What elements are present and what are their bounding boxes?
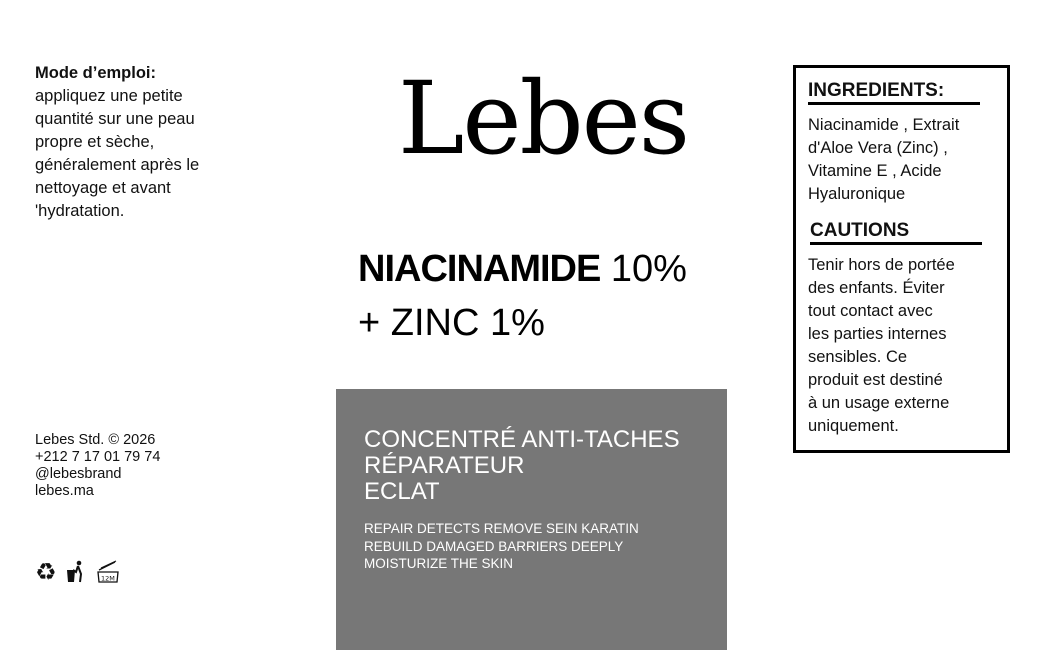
usage-line: généralement après le: [35, 156, 200, 174]
usage-title: Mode d’emploi:: [35, 64, 156, 82]
panel-subtitle: [364, 520, 639, 573]
brand-logo: Lebes: [398, 60, 689, 177]
open-jar-icon: [95, 560, 121, 584]
caution-line: Tenir hors de portée: [808, 256, 955, 274]
product-percentage: 10%: [600, 248, 687, 290]
contact-line: Lebes Std. © 2026: [35, 432, 156, 448]
recycle-icon: ♻: [35, 558, 57, 586]
usage-line: nettoyage et avant: [35, 179, 171, 197]
packaging-icons: [35, 560, 121, 584]
ingredients-box: [793, 65, 1010, 453]
ingredient-line: Hyaluronique: [808, 185, 906, 203]
panel-sub-line: REPAIR DETECTS REMOVE SEIN KARATIN: [364, 521, 639, 536]
usage-line: appliquez une petite: [35, 87, 183, 105]
ingredient-line: Vitamine E , Acide: [808, 162, 942, 180]
ingredient-line: Niacinamide , Extrait: [808, 116, 960, 134]
ingredients-text: [808, 114, 998, 206]
cautions-title: CAUTIONS: [810, 220, 982, 245]
panel-title-line: ECLAT: [364, 478, 440, 505]
caution-line: des enfants. Éviter: [808, 279, 945, 297]
usage-line: quantité sur une peau: [35, 110, 195, 128]
contact-line: +212 7 17 01 79 74: [35, 449, 161, 465]
panel-title: [364, 427, 680, 505]
usage-line: 'hydratation.: [35, 202, 125, 220]
caution-line: tout contact avec: [808, 302, 933, 320]
ingredient-line: d'Aloe Vera (Zinc) ,: [808, 139, 948, 157]
usage-line: propre et sèche,: [35, 133, 155, 151]
contact-line: @lebesbrand: [35, 466, 122, 482]
contact-line: lebes.ma: [35, 483, 94, 499]
caution-line: à un usage externe: [808, 394, 950, 412]
caution-line: uniquement.: [808, 417, 899, 435]
caution-line: sensibles. Ce: [808, 348, 908, 366]
caution-line: les parties internes: [808, 325, 947, 343]
product-zinc: + ZINC 1%: [358, 302, 545, 344]
panel-title-line: RÉPARATEUR: [364, 452, 525, 479]
claims-panel: [336, 389, 727, 650]
panel-sub-line: REBUILD DAMAGED BARRIERS DEEPLY: [364, 538, 624, 554]
usage-instructions: [35, 62, 250, 223]
product-name: [358, 242, 687, 350]
contact-info: [35, 432, 160, 500]
trash-bin-person-icon: [65, 560, 87, 584]
jar-label: 12M: [100, 574, 115, 583]
panel-title-line: CONCENTRÉ ANTI-TACHES: [364, 426, 680, 453]
panel-sub-line: MOISTURIZE THE SKIN: [364, 556, 514, 571]
caution-line: produit est destiné: [808, 371, 943, 389]
cautions-text: [808, 254, 998, 438]
ingredients-title: INGREDIENTS:: [808, 80, 980, 105]
product-name-bold: NIACINAMIDE: [358, 248, 601, 290]
